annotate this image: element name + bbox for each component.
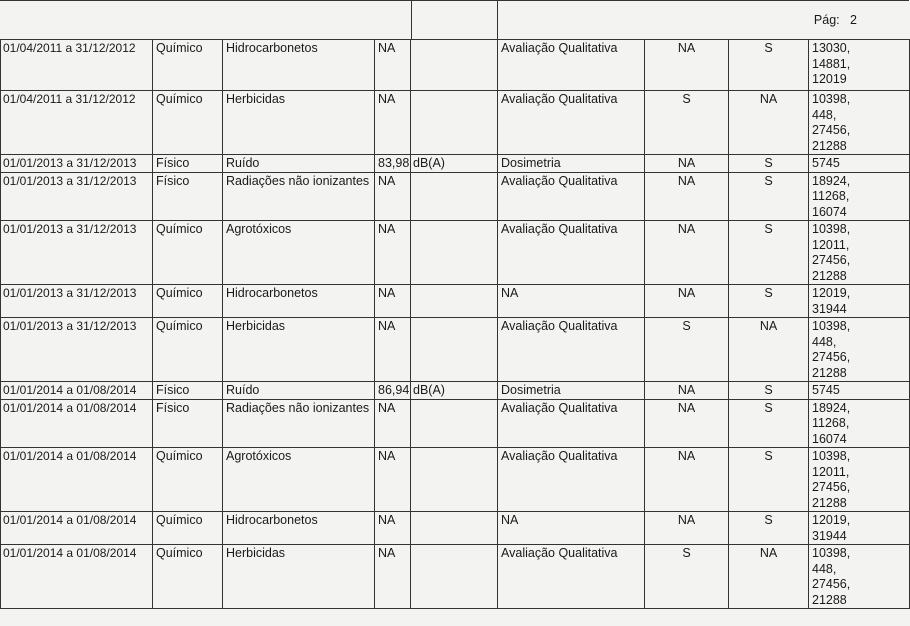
- code-value: 31944: [812, 301, 847, 316]
- technique-cell: Avaliação Qualitativa: [498, 399, 645, 448]
- agent-cell: Ruído: [223, 155, 375, 173]
- page-number-label: [814, 13, 857, 27]
- period-cell: 01/01/2013 a 31/12/2013: [1, 318, 153, 382]
- unit-cell: [411, 545, 498, 609]
- unit-cell: [411, 40, 498, 91]
- unit-cell: [411, 172, 498, 221]
- table-row: [1, 318, 910, 382]
- type-cell: Químico: [153, 512, 223, 545]
- table-row: [1, 382, 910, 400]
- table-row: [1, 545, 910, 609]
- page-label: Pág:: [813, 13, 840, 27]
- code-value: 31944: [812, 528, 847, 543]
- epi-cell: S: [729, 221, 809, 285]
- code-value: 27456,: [812, 253, 851, 267]
- code-value: 12019: [812, 72, 847, 86]
- agent-cell: Ruído: [223, 382, 375, 400]
- epc-cell: NA: [645, 155, 729, 173]
- code-value: 27456,: [812, 577, 851, 591]
- code-value: 5745: [812, 383, 840, 397]
- period-cell: 01/01/2014 a 01/08/2014: [1, 545, 153, 609]
- codes-cell: [809, 512, 910, 545]
- code-value: 12019,: [812, 513, 851, 527]
- codes-cell: [809, 399, 910, 448]
- codes-cell: [809, 91, 910, 155]
- code-value: 448,: [812, 334, 837, 349]
- epi-cell: S: [729, 382, 809, 400]
- intensity-cell: NA: [375, 399, 411, 448]
- period-cell: 01/01/2014 a 01/08/2014: [1, 448, 153, 512]
- type-cell: Físico: [153, 382, 223, 400]
- code-value: 27456,: [812, 123, 851, 137]
- intensity-cell: NA: [375, 318, 411, 382]
- agent-cell: Hidrocarbonetos: [223, 512, 375, 545]
- epc-cell: NA: [645, 512, 729, 545]
- technique-cell: Avaliação Qualitativa: [498, 318, 645, 382]
- code-value: 448,: [812, 561, 837, 576]
- period-cell: 01/01/2013 a 31/12/2013: [1, 285, 153, 318]
- code-value: 10398,: [812, 546, 851, 560]
- period-cell: 01/01/2014 a 01/08/2014: [1, 512, 153, 545]
- agent-cell: Agrotóxicos: [223, 221, 375, 285]
- unit-cell: [411, 91, 498, 155]
- unit-cell: dB(A): [411, 155, 498, 173]
- table-row: [1, 221, 910, 285]
- table-row: [1, 155, 910, 173]
- intensity-cell: 83,98: [375, 155, 411, 173]
- codes-cell: [809, 448, 910, 512]
- intensity-cell: NA: [375, 448, 411, 512]
- epi-cell: S: [729, 40, 809, 91]
- code-value: 21288: [812, 592, 847, 607]
- epc-cell: NA: [645, 40, 729, 91]
- type-cell: Químico: [153, 318, 223, 382]
- table-row: [1, 512, 910, 545]
- code-value: 12011,: [812, 464, 850, 479]
- period-cell: 01/04/2011 a 31/12/2012: [1, 40, 153, 91]
- code-value: 11268,: [812, 416, 850, 430]
- technique-cell: Avaliação Qualitativa: [498, 221, 645, 285]
- unit-cell: [411, 285, 498, 318]
- epi-cell: NA: [729, 318, 809, 382]
- code-value: 10398,: [812, 319, 851, 333]
- technique-cell: Dosimetria: [498, 155, 645, 173]
- intensity-cell: NA: [375, 91, 411, 155]
- table-row: [1, 448, 910, 512]
- type-cell: Químico: [153, 221, 223, 285]
- period-cell: 01/01/2013 a 31/12/2013: [1, 155, 153, 173]
- codes-cell: [809, 318, 910, 382]
- code-value: 21288: [812, 138, 847, 153]
- code-value: 10398,: [812, 449, 851, 463]
- codes-cell: [809, 40, 910, 91]
- type-cell: Químico: [153, 545, 223, 609]
- page-number: 2: [850, 13, 857, 27]
- code-value: 12011,: [812, 237, 850, 252]
- code-value: 21288: [812, 365, 847, 380]
- type-cell: Físico: [153, 155, 223, 173]
- code-value: 21288: [812, 495, 847, 510]
- agent-cell: Hidrocarbonetos: [223, 40, 375, 91]
- unit-cell: [411, 318, 498, 382]
- intensity-cell: NA: [375, 40, 411, 91]
- epi-cell: S: [729, 448, 809, 512]
- table-row: [1, 40, 910, 91]
- epc-cell: NA: [645, 285, 729, 318]
- table-row: [1, 172, 910, 221]
- code-value: 16074: [812, 431, 847, 446]
- epi-cell: NA: [729, 91, 809, 155]
- code-value: 448,: [812, 107, 837, 122]
- agent-cell: Hidrocarbonetos: [223, 285, 375, 318]
- agent-cell: Radiações não ionizantes: [223, 399, 375, 448]
- technique-cell: NA: [498, 285, 645, 318]
- type-cell: Físico: [153, 399, 223, 448]
- intensity-cell: NA: [375, 545, 411, 609]
- type-cell: Físico: [153, 172, 223, 221]
- codes-cell: [809, 221, 910, 285]
- code-value: 16074: [812, 204, 847, 219]
- technique-cell: Avaliação Qualitativa: [498, 40, 645, 91]
- epi-cell: S: [729, 399, 809, 448]
- code-value: 18924,: [812, 400, 851, 415]
- technique-cell: Avaliação Qualitativa: [498, 448, 645, 512]
- code-value: 5745: [812, 156, 840, 170]
- code-value: 11268,: [812, 189, 850, 203]
- technique-cell: Dosimetria: [498, 382, 645, 400]
- table-row: [1, 91, 910, 155]
- codes-cell: [809, 155, 910, 173]
- epc-cell: S: [645, 318, 729, 382]
- intensity-cell: 86,94: [375, 382, 411, 400]
- code-value: 21288: [812, 268, 847, 283]
- page-header: [0, 0, 909, 40]
- unit-cell: [411, 399, 498, 448]
- type-cell: Químico: [153, 40, 223, 91]
- epc-cell: NA: [645, 382, 729, 400]
- table-row: [1, 285, 910, 318]
- code-value: 10398,: [812, 222, 851, 236]
- type-cell: Químico: [153, 448, 223, 512]
- epc-cell: S: [645, 545, 729, 609]
- agent-cell: Herbicidas: [223, 318, 375, 382]
- intensity-cell: NA: [375, 221, 411, 285]
- period-cell: 01/01/2014 a 01/08/2014: [1, 399, 153, 448]
- codes-cell: [809, 285, 910, 318]
- period-cell: 01/01/2014 a 01/08/2014: [1, 382, 153, 400]
- unit-cell: dB(A): [411, 382, 498, 400]
- code-value: 27456,: [812, 350, 851, 364]
- codes-cell: [809, 382, 910, 400]
- header-divider: [411, 1, 412, 39]
- intensity-cell: NA: [375, 512, 411, 545]
- epc-cell: S: [645, 91, 729, 155]
- code-value: 12019,: [812, 286, 851, 300]
- period-cell: 01/04/2011 a 31/12/2012: [1, 91, 153, 155]
- unit-cell: [411, 512, 498, 545]
- epi-cell: S: [729, 172, 809, 221]
- epi-cell: NA: [729, 545, 809, 609]
- type-cell: Químico: [153, 285, 223, 318]
- header-divider: [497, 1, 498, 39]
- code-value: 10398,: [812, 92, 851, 106]
- agent-cell: Herbicidas: [223, 91, 375, 155]
- period-cell: 01/01/2013 a 31/12/2013: [1, 172, 153, 221]
- codes-cell: [809, 172, 910, 221]
- epc-cell: NA: [645, 399, 729, 448]
- unit-cell: [411, 448, 498, 512]
- intensity-cell: NA: [375, 285, 411, 318]
- technique-cell: NA: [498, 512, 645, 545]
- agent-cell: Herbicidas: [223, 545, 375, 609]
- period-cell: 01/01/2013 a 31/12/2013: [1, 221, 153, 285]
- epc-cell: NA: [645, 221, 729, 285]
- code-value: 18924,: [812, 173, 851, 188]
- technique-cell: Avaliação Qualitativa: [498, 545, 645, 609]
- epc-cell: NA: [645, 448, 729, 512]
- technique-cell: Avaliação Qualitativa: [498, 91, 645, 155]
- code-value: 13030,: [812, 41, 851, 55]
- technique-cell: Avaliação Qualitativa: [498, 172, 645, 221]
- epi-cell: S: [729, 285, 809, 318]
- intensity-cell: NA: [375, 172, 411, 221]
- code-value: 14881,: [812, 56, 851, 71]
- unit-cell: [411, 221, 498, 285]
- codes-cell: [809, 545, 910, 609]
- epc-cell: NA: [645, 172, 729, 221]
- risk-factors-table: [0, 39, 910, 609]
- table-row: [1, 399, 910, 448]
- agent-cell: Radiações não ionizantes: [223, 172, 375, 221]
- epi-cell: S: [729, 512, 809, 545]
- epi-cell: S: [729, 155, 809, 173]
- agent-cell: Agrotóxicos: [223, 448, 375, 512]
- type-cell: Químico: [153, 91, 223, 155]
- code-value: 27456,: [812, 480, 851, 494]
